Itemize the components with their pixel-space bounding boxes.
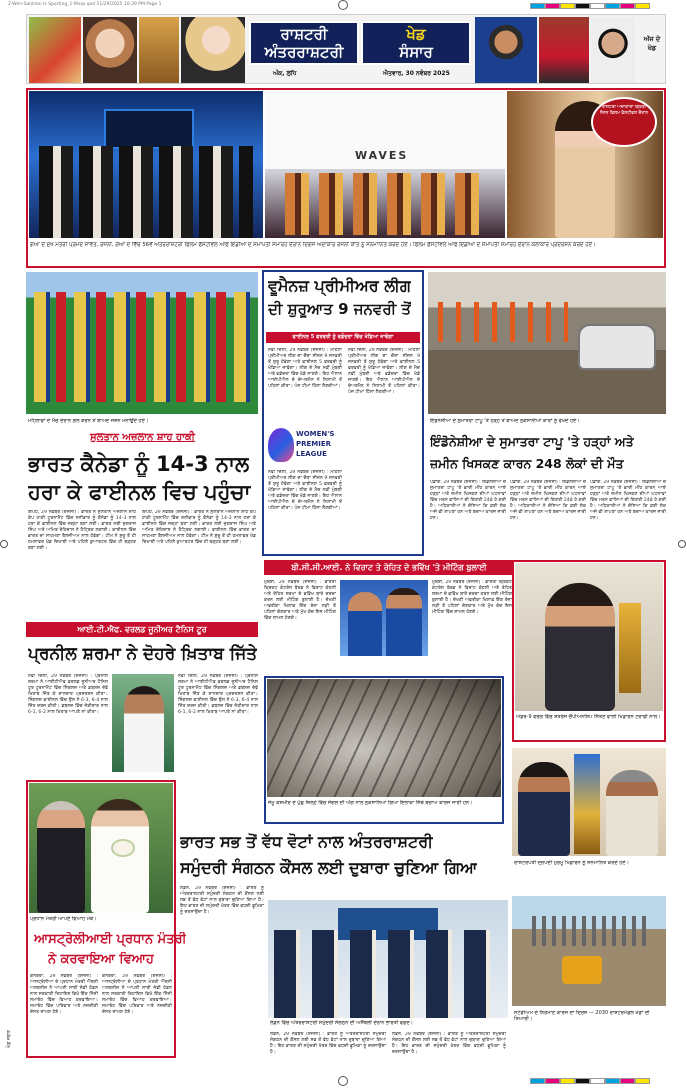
masthead-corner-label: ਅੱਜ ਦੇ ਖੇਡ [643,35,661,52]
imo-photo-caption: ਲੰਡਨ ਵਿੱਚ ਅੰਤਰਰਾਸ਼ਟਰੀ ਸਮੁੰਦਰੀ ਸੰਗਠਨ ਦੀ ਅਸੈਂਬਲੀ ਦੌਰਾਨ ਭਾਰਤੀ ਵਫ਼ਦ। [270,1020,414,1026]
australia-headline-2: ਨੇ ਕਰਵਾਇਆ ਵਿਆਹ [48,952,154,967]
masthead-left-panel [249,21,359,65]
australia-body-col-1: ਕੈਨਬਰਾ, 29 ਨਵੰਬਰ (ਏਜੰਸੀ) : ਆਸਟ੍ਰੇਲੀਆ ਦੇ ਪ੍ਰਧਾਨ ਮੰਤਰੀ ਐਂਥਨੀ ਅਲਬਨੀਜ਼ ਨੇ ਆਪਣੀ ਸਾਥੀ ਜੋਡੀ ਹੇਡਨ ਨਾਲ ਸਰਕਾਰੀ ਰਿਹਾਇਸ਼ ਵਿਖੇ ਇੱਕ ਨਿੱਜੀ ਸਮਾਰੋਹ ਵਿੱਚ ਵਿਆਹ ਕਰਵਾਇਆ। ਸਮਾਰੋਹ ਵਿੱਚ ਪਰਿਵਾਰ ਅਤੇ ਨਜ਼ਦੀਕੀ ਦੋਸਤ ਸ਼ਾਮਲ ਹੋਏ। [30,974,98,1015]
photo-actress [507,91,663,238]
top-story-caption: ਗੋਆ ਦੇ ਮੁੱਖ ਮੰਤਰੀ ਪ੍ਰਮੋਦ ਸਾਵੰਤ, ਰਜਨੀ, ਗੋਆ ਦੇ ਵਿੱਚ 56ਵੇਂ ਅੰਤਰਰਾਸ਼ਟਰੀ ਫਿਲਮ ਫੈਸਟੀਵਲ ਆਫ ਇੰਡੀਆ ਦੇ ਸਮਾਪਤੀ ਸਮਾਰੋਹ ਦੌਰਾਨ ਦਿਗਜ ਅਦਾਕਾਰ ਰਜਨੀ ਕਾਂਤ ਨੂੰ ਸਨਮਾਨਿਤ ਕਰਦੇ ਹੋਏ। ਫਿਲਮ ਫੈਸਟੀਵਲ ਆਫ ਇੰਡੀਆ ਦੇ ਸਮਾਪਤੀ ਸਮਾਰੋਹ ਦੌਰਾਨ ਕਲਾਕਾਰ ਪ੍ਰਦਰਸ਼ਨ ਕਰਦੇ ਹੋਏ। [30,242,596,248]
cricketer-right [386,588,422,656]
color-swatch [560,3,575,9]
masthead-photo-cricketer [475,17,537,83]
side-note: ਖੇਡ ਜਗਤ [6,1030,12,1048]
bouquet [111,839,135,857]
flood-workers [438,302,568,342]
photo-wedding [29,783,173,913]
photo-hockey-team [26,272,258,414]
award-trophy [574,754,600,854]
imo-headline-2: ਸਮੁੰਦਰੀ ਸੰਗਠਨ ਕੌਂਸਲ ਲਈ ਦੁਬਾਰਾ ਚੁਣਿਆ ਗਿਆ [180,858,478,877]
hockey-body-col-1: ਇਪੋਹ, 29 ਨਵੰਬਰ (ਏਜੰਸੀ) : ਭਾਰਤ ਨੇ ਸੁਲਤਾਨ ਅਜ਼ਲਾਨ ਸ਼ਾਹ ਕੱਪ ਹਾਕੀ ਟੂਰਨਾਮੈਂਟ ਵਿੱਚ ਸ਼ਨੀਵਾਰ ਨੂੰ ਕੈਨੇਡਾ ਨੂੰ 14-3 ਨਾਲ ਹਰਾ ਕੇ ਫਾਈਨਲ ਵਿੱਚ ਜਗ੍ਹਾ ਬਣਾ ਲਈ। ਭਾਰਤ ਲਈ ਜੁਗਰਾਜ ਸਿੰਘ ਅਤੇ ਅਮਿਤ ਰੋਹਿਦਾਸ ਨੇ ਹੈਟ੍ਰਿਕ ਲਗਾਈ। ਫਾਈਨਲ ਵਿੱਚ ਭਾਰਤ ਦਾ ਸਾਹਮਣਾ ਬੈਲਜੀਅਮ ਨਾਲ ਹੋਵੇਗਾ। ਟੀਮ ਨੇ ਸ਼ੁਰੂ ਤੋਂ ਹੀ ਹਮਲਾਵਰ ਖੇਡ ਦਿਖਾਈ ਅਤੇ ਪਹਿਲੇ ਕੁਆਰਟਰ ਵਿੱਚ ਹੀ ਬੜ੍ਹਤ ਬਣਾ ਲਈ। [28,510,136,551]
hockey-players [34,292,250,402]
indonesia-body-col-2: ਪਡਾਂਗ, 29 ਨਵੰਬਰ (ਏਜੰਸੀ) : ਇੰਡੋਨੇਸ਼ੀਆ ਦੇ ਸੁਮਾਤਰਾ ਟਾਪੂ 'ਤੇ ਭਾਰੀ ਮੀਂਹ ਕਾਰਨ ਆਏ ਹੜ੍ਹਾਂ ਅਤੇ ਜ਼ਮੀਨ ਖਿਸਕਣ ਦੀਆਂ ਘਟਨਾਵਾਂ ਵਿੱਚ ਮਰਨ ਵਾਲਿਆਂ ਦੀ ਗਿਣਤੀ 248 ਹੋ ਗਈ ਹੈ। ਅਧਿਕਾਰੀਆਂ ਨੇ ਦੱਸਿਆ ਕਿ ਕਈ ਲੋਕ ਅਜੇ ਵੀ ਲਾਪਤਾ ਹਨ ਅਤੇ ਬਚਾਅ ਕਾਰਜ ਜਾਰੀ ਹਨ। [510,480,586,521]
color-strip [530,3,650,9]
masthead-edition: ਅੰਕ, ਲੁਧਿ [273,70,297,77]
indonesia-body-col-3: ਪਡਾਂਗ, 29 ਨਵੰਬਰ (ਏਜੰਸੀ) : ਇੰਡੋਨੇਸ਼ੀਆ ਦੇ ਸੁਮਾਤਰਾ ਟਾਪੂ 'ਤੇ ਭਾਰੀ ਮੀਂਹ ਕਾਰਨ ਆਏ ਹੜ੍ਹਾਂ ਅਤੇ ਜ਼ਮੀਨ ਖਿਸਕਣ ਦੀਆਂ ਘਟਨਾਵਾਂ ਵਿੱਚ ਮਰਨ ਵਾਲਿਆਂ ਦੀ ਗਿਣਤੀ 248 ਹੋ ਗਈ ਹੈ। ਅਧਿਕਾਰੀਆਂ ਨੇ ਦੱਸਿਆ ਕਿ ਕਈ ਲੋਕ ਅਜੇ ਵੀ ਲਾਪਤਾ ਹਨ ਅਤੇ ਬਚਾਅ ਕਾਰਜ ਜਾਰੀ ਹਨ। [590,480,666,521]
lion-icon [268,428,294,462]
excavator-icon [562,956,602,984]
color-swatch [635,3,650,9]
masthead-photo-woman [83,17,137,83]
award-president [606,770,658,856]
color-swatch [545,3,560,9]
tennis-headline: ਪ੍ਰਨੀਲ ਸ਼ਰਮਾ ਨੇ ਦੋਹਰੇ ਖ਼ਿਤਾਬ ਜਿੱਤੇ [28,644,258,664]
photo-forest-fire [267,679,501,797]
imo-body-col-2: ਲੰਡਨ, 29 ਨਵੰਬਰ (ਏਜੰਸੀ) : ਭਾਰਤ ਨੂੰ ਅੰਤਰਰਾਸ਼ਟਰੀ ਸਮੁੰਦਰੀ ਸੰਗਠਨ ਦੀ ਕੌਂਸਲ ਲਈ ਸਭ ਤੋਂ ਵੱਧ ਵੋਟਾਂ ਨਾਲ ਦੁਬਾਰਾ ਚੁਣਿਆ ਗਿਆ ਹੈ। ਇਹ ਭਾਰਤ ਦੀ ਸਮੁੰਦਰੀ ਖੇਤਰ ਵਿੱਚ ਵਧਦੀ ਭੂਮਿਕਾ ਨੂੰ ਦਰਸਾਉਂਦਾ ਹੈ। [270,1032,386,1055]
photo-ceremony-stage [29,91,263,238]
color-strip-bottom [530,1078,650,1084]
masthead-photo-boxer [539,17,589,83]
construction-caption: ਸਟੇਡੀਅਮ ਦੇ ਨਿਰਮਾਣ ਕਾਰਜ ਦਾ ਦ੍ਰਿਸ਼ — 2030 ਰਾਸ਼ਟਰਮੰਡਲ ਖੇਡਾਂ ਦੀ ਤਿਆਰੀ। [514,1010,650,1023]
imo-people [274,930,502,1018]
color-swatch [620,1078,635,1084]
photo-waves-dance [265,91,505,238]
hockey-photo-caption: ਮਹਿਲਾਵਾਂ ਦੇ ਮੈਚ ਦੌਰਾਨ ਗੋਲ ਕਰਨ ਤੋਂ ਬਾਅਦ ਜਸ਼ਨ ਮਨਾਉਂਦੇ ਹੋਏ। [28,418,149,424]
hockey-kicker: ਸੁਲਤਾਨ ਅਜ਼ਲਾਨ ਸ਼ਾਹ ਹਾਕੀ [90,432,195,443]
indonesia-headline-2: ਜ਼ਮੀਨ ਖਿਸਕਣ ਕਾਰਨ 248 ਲੋਕਾਂ ਦੀ ਮੌਤ [430,456,624,471]
wpl-logo [268,424,344,466]
color-swatch [575,3,590,9]
stage-people [39,146,253,238]
print-slug: 2-Weir-Sanklan Is Sporting_1-Marp.qxd 11/29/2025 10:39 PM Page 1 [8,2,162,7]
bcci-headline: ਬੀ.ਸੀ.ਸੀ.ਆਈ. ਨੇ ਵਿਰਾਟ ਤੇ ਰੋਹਿਤ ਦੇ ਭਵਿੱਖ 'ਤੇ ਮੀਟਿੰਗ ਬੁਲਾਈ [264,560,514,575]
inset-label: ਰਾਸ਼ਟਰੀ ਅਦਾਕਾਰਾ ਕ੍ਰਿਤੀ ਸੈਨਨ ਫਿਲਮ ਫੈਸਟੀਵਲ ਦੌਰਾਨ [599,105,648,116]
indonesia-body-col-1: ਪਡਾਂਗ, 29 ਨਵੰਬਰ (ਏਜੰਸੀ) : ਇੰਡੋਨੇਸ਼ੀਆ ਦੇ ਸੁਮਾਤਰਾ ਟਾਪੂ 'ਤੇ ਭਾਰੀ ਮੀਂਹ ਕਾਰਨ ਆਏ ਹੜ੍ਹਾਂ ਅਤੇ ਜ਼ਮੀਨ ਖਿਸਕਣ ਦੀਆਂ ਘਟਨਾਵਾਂ ਵਿੱਚ ਮਰਨ ਵਾਲਿਆਂ ਦੀ ਗਿਣਤੀ 248 ਹੋ ਗਈ ਹੈ। ਅਧਿਕਾਰੀਆਂ ਨੇ ਦੱਸਿਆ ਕਿ ਕਈ ਲੋਕ ਅਜੇ ਵੀ ਲਾਪਤਾ ਹਨ ਅਤੇ ਬਚਾਅ ਕਾਰਜ ਜਾਰੀ ਹਨ। [430,480,506,521]
color-swatch [635,1078,650,1084]
registration-mark-left [0,540,8,548]
imo-body-col-1: ਲੰਡਨ, 29 ਨਵੰਬਰ (ਏਜੰਸੀ) : ਭਾਰਤ ਨੂੰ ਅੰਤਰਰਾਸ਼ਟਰੀ ਸਮੁੰਦਰੀ ਸੰਗਠਨ ਦੀ ਕੌਂਸਲ ਲਈ ਸਭ ਤੋਂ ਵੱਧ ਵੋਟਾਂ ਨਾਲ ਦੁਬਾਰਾ ਚੁਣਿਆ ਗਿਆ ਹੈ। ਇਹ ਭਾਰਤ ਦੀ ਸਮੁੰਦਰੀ ਖੇਤਰ ਵਿੱਚ ਵਧਦੀ ਭੂਮਿਕਾ ਨੂੰ ਦਰਸਾਉਂਦਾ ਹੈ। [180,886,264,915]
wpl-logo-line-2: PREMIER [296,440,332,448]
color-swatch [575,1078,590,1084]
hockey-headline-2: ਹਰਾ ਕੇ ਫਾਈਨਲ ਵਿਚ ਪਹੁੰਚਾ [28,480,251,504]
masthead-photo-hair [181,17,245,83]
masthead-left-title-2: ਅੰਤਰਰਾਸ਼ਟਰੀ [264,43,344,61]
wpl-headline-1: ਵੂਮੈਨਜ਼ ਪ੍ਰੀਮੀਅਰ ਲੀਗ [268,276,411,295]
wpl-body-col-1-b: ਨਵੀਂ ਦਿੱਲੀ, 29 ਨਵੰਬਰ (ਏਜੰਸੀ) : ਮਹਿਲਾ ਪ੍ਰੀਮੀਅਰ ਲੀਗ ਦਾ ਚੌਥਾ ਸੀਜ਼ਨ 9 ਜਨਵਰੀ ਤੋਂ ਸ਼ੁਰੂ ਹੋਵੇਗਾ ਅਤੇ ਫਾਈਨਲ 5 ਫਰਵਰੀ ਨੂੰ ਖੇਡਿਆ ਜਾਵੇਗਾ। ਲੀਗ ਦੇ ਮੈਚ ਨਵੀਂ ਮੁੰਬਈ ਅਤੇ ਵਡੋਦਰਾ ਵਿੱਚ ਖੇਡੇ ਜਾਣਗੇ। ਇਹ ਐਲਾਨ ਆਈਪੀਐਲ ਦੇ ਚੇਅਰਮੈਨ ਨੇ ਨਿਲਾਮੀ ਤੋਂ ਪਹਿਲਾਂ ਕੀਤਾ। ਪੰਜ ਟੀਮਾਂ ਹਿੱਸਾ ਲੈਣਗੀਆਂ। [268,470,342,511]
cricketer-left [348,592,382,656]
color-swatch [605,3,620,9]
masthead-left-title-1: ਰਾਸ਼ਟਰੀ [280,25,328,43]
stage-screen [104,109,194,149]
tennis-kicker: ਆਈ.ਟੀ.ਐਫ. ਵਰਲਡ ਜੂਨੀਅਰ ਟੈਨਿਸ ਟੂਰ [26,622,258,637]
color-swatch [605,1078,620,1084]
tennis-body-col-1: ਨਵੀਂ ਦਿੱਲੀ, 29 ਨਵੰਬਰ (ਏਜੰਸੀ) : ਪ੍ਰਨੀਲ ਸ਼ਰਮਾ ਨੇ ਆਈਟੀਐਫ ਵਰਲਡ ਜੂਨੀਅਰ ਟੈਨਿਸ ਟੂਰ ਟੂਰਨਾਮੈਂਟ ਵਿੱਚ ਸਿੰਗਲਜ਼ ਅਤੇ ਡਬਲਜ਼ ਦੋਵੇਂ ਖ਼ਿਤਾਬ ਜਿੱਤ ਕੇ ਸ਼ਾਨਦਾਰ ਪ੍ਰਦਰਸ਼ਨ ਕੀਤਾ। ਸਿੰਗਲਜ਼ ਫਾਈਨਲ ਵਿੱਚ ਉਸ ਨੇ 6-3, 6-4 ਨਾਲ ਜਿੱਤ ਦਰਜ ਕੀਤੀ। ਡਬਲਜ਼ ਵਿੱਚ ਜੋੜੀਦਾਰ ਨਾਲ 6-1, 6-2 ਨਾਲ ਖ਼ਿਤਾਬ ਆਪਣੇ ਨਾਂ ਕੀਤਾ। [28,674,108,715]
masthead-photo-child [29,17,81,83]
color-swatch [545,1078,560,1084]
registration-mark-top [338,0,348,10]
registration-mark-bottom [338,1076,348,1086]
wpl-subhead: ਫਾਈਨਲ 5 ਫਰਵਰੀ ਨੂੰ ਵਡੋਦਰਾ ਵਿੱਚ ਖੇਡਿਆ ਜਾਵੇਗਾ [266,332,420,343]
imo-headline-1: ਭਾਰਤ ਸਭ ਤੋਂ ਵੱਧ ਵੋਟਾਂ ਨਾਲ ਅੰਤਰਰਾਸ਼ਟਰੀ [180,832,434,851]
imo-body-col-3: ਲੰਡਨ, 29 ਨਵੰਬਰ (ਏਜੰਸੀ) : ਭਾਰਤ ਨੂੰ ਅੰਤਰਰਾਸ਼ਟਰੀ ਸਮੁੰਦਰੀ ਸੰਗਠਨ ਦੀ ਕੌਂਸਲ ਲਈ ਸਭ ਤੋਂ ਵੱਧ ਵੋਟਾਂ ਨਾਲ ਦੁਬਾਰਾ ਚੁਣਿਆ ਗਿਆ ਹੈ। ਇਹ ਭਾਰਤ ਦੀ ਸਮੁੰਦਰੀ ਖੇਤਰ ਵਿੱਚ ਵਧਦੀ ਭੂਮਿਕਾ ਨੂੰ ਦਰਸਾਉਂਦਾ ਹੈ। [392,1032,506,1055]
indonesia-headline-1: ਇੰਡੋਨੇਸ਼ੀਆ ਦੇ ਸੁਮਾਤਰਾ ਟਾਪੂ 'ਤੇ ਹੜ੍ਹਾਂ ਅਤੇ [430,434,634,449]
photo-chess-girl [515,563,663,711]
color-swatch [530,3,545,9]
trophy-icon [619,603,641,693]
color-swatch [620,3,635,9]
registration-mark-right [678,540,686,548]
wpl-logo-line-1: WOMEN'S [296,430,335,438]
award-girl [518,762,570,856]
bcci-body-col-1: ਮੁੰਬਈ, 29 ਨਵੰਬਰ (ਏਜੰਸੀ) : ਭਾਰਤੀ ਕ੍ਰਿਕਟ ਕੰਟਰੋਲ ਬੋਰਡ ਨੇ ਵਿਰਾਟ ਕੋਹਲੀ ਅਤੇ ਰੋਹਿਤ ਸ਼ਰਮਾ ਦੇ ਭਵਿੱਖ ਬਾਰੇ ਚਰਚਾ ਕਰਨ ਲਈ ਮੀਟਿੰਗ ਬੁਲਾਈ ਹੈ। ਦੱਖਣੀ ਅਫਰੀਕਾ ਖ਼ਿਲਾਫ਼ ਇੱਕ ਰੋਜ਼ਾ ਲੜੀ ਤੋਂ ਪਹਿਲਾਂ ਚੋਣਕਾਰ ਅਤੇ ਮੁੱਖ ਕੋਚ ਇਸ ਮੀਟਿੰਗ ਵਿੱਚ ਸ਼ਾਮਲ ਹੋਣਗੇ। [264,580,336,621]
waves-logo-text: WAVES [355,149,409,162]
color-swatch [590,1078,605,1084]
masthead-photo-footballer [591,17,635,83]
australia-body-col-2: ਕੈਨਬਰਾ, 29 ਨਵੰਬਰ (ਏਜੰਸੀ) : ਆਸਟ੍ਰੇਲੀਆ ਦੇ ਪ੍ਰਧਾਨ ਮੰਤਰੀ ਐਂਥਨੀ ਅਲਬਨੀਜ਼ ਨੇ ਆਪਣੀ ਸਾਥੀ ਜੋਡੀ ਹੇਡਨ ਨਾਲ ਸਰਕਾਰੀ ਰਿਹਾਇਸ਼ ਵਿਖੇ ਇੱਕ ਨਿੱਜੀ ਸਮਾਰੋਹ ਵਿੱਚ ਵਿਆਹ ਕਰਵਾਇਆ। ਸਮਾਰੋਹ ਵਿੱਚ ਪਰਿਵਾਰ ਅਤੇ ਨਜ਼ਦੀਕੀ ਦੋਸਤ ਸ਼ਾਮਲ ਹੋਏ। [102,974,172,1015]
inset-label-circle [591,97,657,147]
masthead [26,14,666,84]
photo-construction [512,896,666,1006]
masthead-right-title-1: ਖੇਡ [406,25,426,43]
photo-award-ceremony [512,748,666,856]
tennis-player-figure [124,686,164,772]
wedding-caption: ਪ੍ਰਧਾਨ ਮੰਤਰੀ ਆਪਣੇ ਵਿਆਹ ਮੌਕੇ। [30,916,97,922]
flood-car [578,324,656,370]
wpl-body-col-2: ਨਵੀਂ ਦਿੱਲੀ, 29 ਨਵੰਬਰ (ਏਜੰਸੀ) : ਮਹਿਲਾ ਪ੍ਰੀਮੀਅਰ ਲੀਗ ਦਾ ਚੌਥਾ ਸੀਜ਼ਨ 9 ਜਨਵਰੀ ਤੋਂ ਸ਼ੁਰੂ ਹੋਵੇਗਾ ਅਤੇ ਫਾਈਨਲ 5 ਫਰਵਰੀ ਨੂੰ ਖੇਡਿਆ ਜਾਵੇਗਾ। ਲੀਗ ਦੇ ਮੈਚ ਨਵੀਂ ਮੁੰਬਈ ਅਤੇ ਵਡੋਦਰਾ ਵਿੱਚ ਖੇਡੇ ਜਾਣਗੇ। ਇਹ ਐਲਾਨ ਆਈਪੀਐਲ ਦੇ ਚੇਅਰਮੈਨ ਨੇ ਨਿਲਾਮੀ ਤੋਂ ਪਹਿਲਾਂ ਕੀਤਾ। ਪੰਜ ਟੀਮਾਂ ਹਿੱਸਾ ਲੈਣਗੀਆਂ। [348,348,420,395]
australia-headline-1: ਆਸਟ੍ਰੇਲੀਆਈ ਪ੍ਰਧਾਨ ਮੰਤਰੀ [34,932,187,947]
girl-figure [545,583,615,711]
color-swatch [530,1078,545,1084]
wpl-logo-line-3: LEAGUE [296,450,327,458]
dancers [285,173,485,235]
chess-caption: ਅੰਡਰ-9 ਵਰਗ ਵਿੱਚ ਸ਼ਤਰੰਜ ਚੈਂਪੀਅਨਸ਼ਿਪ ਜਿੱਤਣ ਵਾਲੀ ਖਿਡਾਰਨ ਟਰਾਫੀ ਨਾਲ। [516,714,661,720]
tennis-body-col-2: ਨਵੀਂ ਦਿੱਲੀ, 29 ਨਵੰਬਰ (ਏਜੰਸੀ) : ਪ੍ਰਨੀਲ ਸ਼ਰਮਾ ਨੇ ਆਈਟੀਐਫ ਵਰਲਡ ਜੂਨੀਅਰ ਟੈਨਿਸ ਟੂਰ ਟੂਰਨਾਮੈਂਟ ਵਿੱਚ ਸਿੰਗਲਜ਼ ਅਤੇ ਡਬਲਜ਼ ਦੋਵੇਂ ਖ਼ਿਤਾਬ ਜਿੱਤ ਕੇ ਸ਼ਾਨਦਾਰ ਪ੍ਰਦਰਸ਼ਨ ਕੀਤਾ। ਸਿੰਗਲਜ਼ ਫਾਈਨਲ ਵਿੱਚ ਉਸ ਨੇ 6-3, 6-4 ਨਾਲ ਜਿੱਤ ਦਰਜ ਕੀਤੀ। ਡਬਲਜ਼ ਵਿੱਚ ਜੋੜੀਦਾਰ ਨਾਲ 6-1, 6-2 ਨਾਲ ਖ਼ਿਤਾਬ ਆਪਣੇ ਨਾਂ ਕੀਤਾ। [178,674,258,715]
wpl-headline-2: ਦੀ ਸ਼ੁਰੂਆਤ 9 ਜਨਵਰੀ ਤੋਂ [268,300,411,318]
photo-flood-cars [428,272,666,414]
hockey-body-col-2: ਇਪੋਹ, 29 ਨਵੰਬਰ (ਏਜੰਸੀ) : ਭਾਰਤ ਨੇ ਸੁਲਤਾਨ ਅਜ਼ਲਾਨ ਸ਼ਾਹ ਕੱਪ ਹਾਕੀ ਟੂਰਨਾਮੈਂਟ ਵਿੱਚ ਸ਼ਨੀਵਾਰ ਨੂੰ ਕੈਨੇਡਾ ਨੂੰ 14-3 ਨਾਲ ਹਰਾ ਕੇ ਫਾਈਨਲ ਵਿੱਚ ਜਗ੍ਹਾ ਬਣਾ ਲਈ। ਭਾਰਤ ਲਈ ਜੁਗਰਾਜ ਸਿੰਘ ਅਤੇ ਅਮਿਤ ਰੋਹਿਦਾਸ ਨੇ ਹੈਟ੍ਰਿਕ ਲਗਾਈ। ਫਾਈਨਲ ਵਿੱਚ ਭਾਰਤ ਦਾ ਸਾਹਮਣਾ ਬੈਲਜੀਅਮ ਨਾਲ ਹੋਵੇਗਾ। ਟੀਮ ਨੇ ਸ਼ੁਰੂ ਤੋਂ ਹੀ ਹਮਲਾਵਰ ਖੇਡ ਦਿਖਾਈ ਅਤੇ ਪਹਿਲੇ ਕੁਆਰਟਰ ਵਿੱਚ ਹੀ ਬੜ੍ਹਤ ਬਣਾ ਲਈ। [142,510,256,545]
masthead-right-panel [361,21,471,65]
color-swatch [590,3,605,9]
award-caption: ਰਾਸ਼ਟਰਪਤੀ ਦ੍ਰੋਪਦੀ ਮੁਰਮੂ ਖਿਡਾਰਨ ਨੂੰ ਸਨਮਾਨਿਤ ਕਰਦੇ ਹੋਏ। [514,860,629,866]
burnt-branches [267,679,501,797]
stadium-structure [532,916,652,946]
photo-kohli-rohit [340,580,428,656]
hockey-headline-1: ਭਾਰਤ ਕੈਨੇਡਾ ਨੂੰ 14-3 ਨਾਲ [28,452,250,476]
photo-imo-delegation [268,900,508,1018]
fire-photo-caption: ਜੰਮੂ ਕਸ਼ਮੀਰ ਦੇ ਪੁੰਛ ਜ਼ਿਲ੍ਹੇ ਵਿੱਚ ਜੰਗਲ ਦੀ ਅੱਗ ਨਾਲ ਨੁਕਸਾਨਿਆ ਗਿਆ ਇਲਾਕਾ ਜਿੱਥੇ ਬਚਾਅ ਕਾਰਜ ਜਾਰੀ ਹਨ। [268,800,473,806]
wpl-body-col-1: ਨਵੀਂ ਦਿੱਲੀ, 29 ਨਵੰਬਰ (ਏਜੰਸੀ) : ਮਹਿਲਾ ਪ੍ਰੀਮੀਅਰ ਲੀਗ ਦਾ ਚੌਥਾ ਸੀਜ਼ਨ 9 ਜਨਵਰੀ ਤੋਂ ਸ਼ੁਰੂ ਹੋਵੇਗਾ ਅਤੇ ਫਾਈਨਲ 5 ਫਰਵਰੀ ਨੂੰ ਖੇਡਿਆ ਜਾਵੇਗਾ। ਲੀਗ ਦੇ ਮੈਚ ਨਵੀਂ ਮੁੰਬਈ ਅਤੇ ਵਡੋਦਰਾ ਵਿੱਚ ਖੇਡੇ ਜਾਣਗੇ। ਇਹ ਐਲਾਨ ਆਈਪੀਐਲ ਦੇ ਚੇਅਰਮੈਨ ਨੇ ਨਿਲਾਮੀ ਤੋਂ ਪਹਿਲਾਂ ਕੀਤਾ। ਪੰਜ ਟੀਮਾਂ ਹਿੱਸਾ ਲੈਣਗੀਆਂ। [268,348,342,389]
masthead-right-title-2: ਸੰਸਾਰ [399,43,433,61]
masthead-photo-gold [139,17,179,83]
masthead-date: ਐਤਵਾਰ, 30 ਨਵੰਬਰ 2025 [383,70,450,77]
color-swatch [560,1078,575,1084]
flood-photo-caption: ਇੰਡੋਨੇਸ਼ੀਆ ਦੇ ਸੁਮਾਤਰਾ ਟਾਪੂ 'ਤੇ ਹੜ੍ਹ ਤੋਂ ਬਾਅਦ ਨੁਕਸਾਨੀਆਂ ਕਾਰਾਂ ਨੂੰ ਵੇਖਦੇ ਹੋਏ। [430,418,580,424]
photo-tennis-player [112,674,174,772]
bcci-body-col-3: ਮੁੰਬਈ, 29 ਨਵੰਬਰ (ਏਜੰਸੀ) : ਭਾਰਤੀ ਕ੍ਰਿਕਟ ਕੰਟਰੋਲ ਬੋਰਡ ਨੇ ਵਿਰਾਟ ਕੋਹਲੀ ਅਤੇ ਰੋਹਿਤ ਸ਼ਰਮਾ ਦੇ ਭਵਿੱਖ ਬਾਰੇ ਚਰਚਾ ਕਰਨ ਲਈ ਮੀਟਿੰਗ ਬੁਲਾਈ ਹੈ। ਦੱਖਣੀ ਅਫਰੀਕਾ ਖ਼ਿਲਾਫ਼ ਇੱਕ ਰੋਜ਼ਾ ਲੜੀ ਤੋਂ ਪਹਿਲਾਂ ਚੋਣਕਾਰ ਅਤੇ ਮੁੱਖ ਕੋਚ ਇਸ ਮੀਟਿੰਗ ਵਿੱਚ ਸ਼ਾਮਲ ਹੋਣਗੇ। [432,580,512,615]
groom [37,801,85,913]
